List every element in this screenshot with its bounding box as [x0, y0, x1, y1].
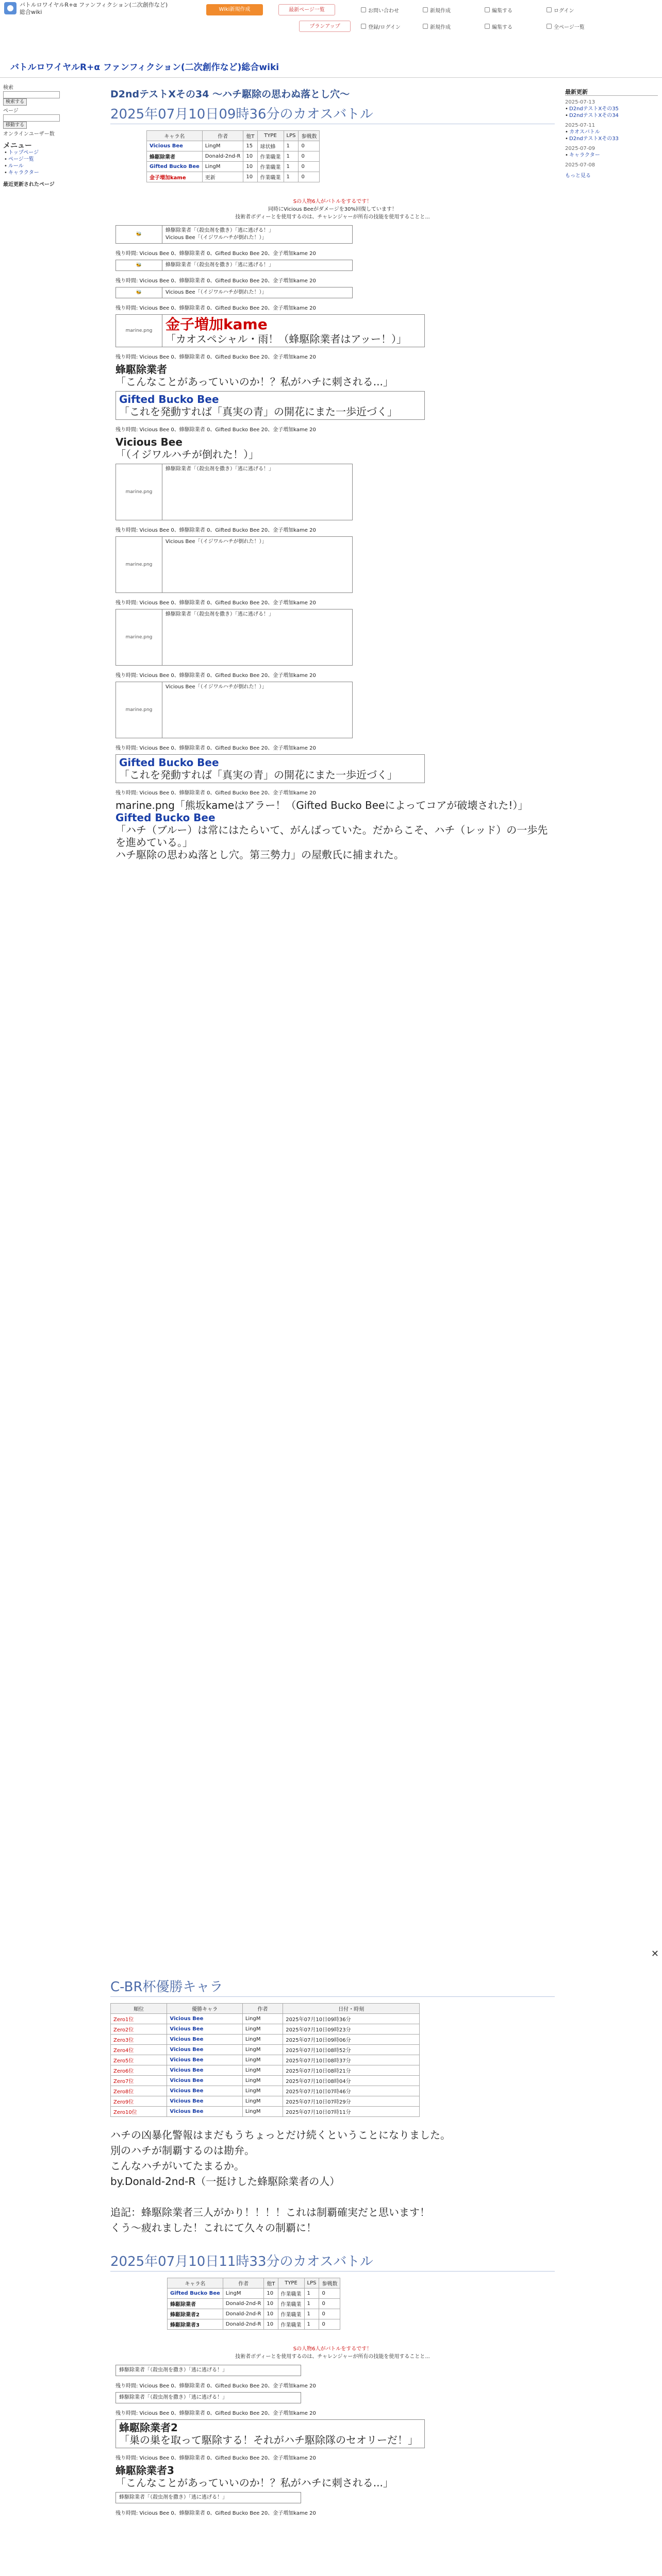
table-row: 蜂駆除業者 Donald-2nd-R 10 作業職業 1 0 — [168, 2299, 340, 2309]
event-box: 蜂駆除業者「（殺虫剤を撒き）「逃に逃げる！」 — [115, 2392, 301, 2403]
update-date: 2025-07-13 — [565, 99, 595, 105]
character-image: 🐝 — [116, 226, 162, 243]
event-box: marine.png 蜂駆除業者「（殺虫剤を撒き）「逃に逃げる！」 — [115, 464, 353, 520]
event-box — [115, 391, 425, 420]
page-jump-label: ページ — [3, 108, 19, 114]
table-row: Zero9位 Vicious Bee LingM 2025年07月10日07時29分 — [111, 2096, 420, 2107]
afterword-line: こんなハチがいてたまるか。 — [110, 2160, 244, 2172]
menu-list — [3, 149, 101, 176]
turn-status: 残り時間: Vicious Bee 0、蜂駆除業者 0、Gifted Bucko Bee 20、金子増加kame 20 — [115, 306, 316, 311]
table-row: Zero6位 Vicious Bee LingM 2025年07月10日08時21分 — [111, 2065, 420, 2076]
afterword-line: by.Donald-2nd-R（一挺けした蜂駆除業者の人） — [110, 2175, 340, 2188]
event-box — [115, 225, 353, 244]
more-updates-link[interactable]: もっと見る — [565, 173, 591, 179]
update-date: 2025-07-11 — [565, 123, 595, 128]
pencil-icon — [485, 7, 490, 12]
final-dialog: ハチ駆除の思わぬ落とし穴。第三勢力」の屋敷氏に捕まれた。 — [115, 849, 404, 861]
update-item: • カオスバトル — [565, 129, 658, 135]
turn-status: 残り時間: Vicious Bee 0、蜂駆除業者 0、Gifted Bucko Bee 20、金子増加kame 20 — [115, 528, 316, 533]
mail-icon — [361, 7, 366, 12]
event-box: marine.png Vicious Bee「（イジワルハチが倒れた！）」 — [115, 682, 353, 738]
intro-line: Sの人物6人がバトルをするです！ — [293, 2346, 372, 2352]
turn-status: 残り時間: Vicious Bee 0、蜂駆除業者 0、Gifted Bucko Bee 20、金子増加kame 20 — [115, 790, 316, 796]
recent-updates-title: 最新更新 — [565, 89, 658, 96]
character-image: marine.png — [116, 315, 162, 347]
character-image: 🐝 — [116, 260, 162, 270]
highlight-name: Gifted Bucko Bee — [119, 393, 219, 405]
highlight-dialog: 「こんなことがあっていいのか！？私がハチに刺される...」 — [115, 2477, 393, 2489]
menu-title: メニュー — [3, 142, 32, 150]
ranking-section — [110, 1973, 555, 2519]
highlight-dialog: 「巣の巣を取って駆除する！それがハチ駆除隊のセオリーだ！」 — [119, 2434, 418, 2446]
highlight-name: 蜂駆除業者3 — [115, 2464, 174, 2477]
event-box — [115, 260, 353, 271]
update-item: • D2ndテストXその33 — [565, 135, 658, 142]
event-box: 蜂駆除業者「（殺虫剤を撒き）「逃に逃げる！」 — [115, 2365, 301, 2376]
battle-heading: 2025年07月10日11時33分のカオスバトル — [110, 2251, 555, 2272]
winner-name: Gifted Bucko Bee — [115, 811, 216, 824]
update-item: • キャラクター — [565, 152, 658, 159]
highlight-dialog: 「カオスペシャル・雨！（蜂駆除業者はアッー！）」 — [166, 333, 407, 345]
battle-entry-table: キャラ名 作者 他T TYPE LPS 参戦数 Gifted Bucko Bee LingM 10 作業職業 1 0 蜂駆除業者 Donald-2nd-R 10 作業職業 1 0 蜂駆除業者2 Donald-2nd-R 10 作業職業 1 0 蜂駆除業者3 Donald-2nd-R 10 作業職業 1 0 — [167, 2278, 340, 2330]
intro-line: 技術者ボディーとを使用するのは、チャレンジャーが所有の技能を使用することと... — [235, 2354, 430, 2360]
plus-icon — [423, 24, 428, 29]
login-link[interactable]: ログイン — [547, 2, 574, 18]
table-row: Zero3位 Vicious Bee LingM 2025年07月10日09時06分 — [111, 2035, 420, 2045]
update-item: • D2ndテストXその35 — [565, 106, 658, 112]
search-label: 検索 — [3, 85, 13, 91]
table-row: Zero1位 Vicious Bee LingM 2025年07月10日09時36分 — [111, 2014, 420, 2024]
user-icon — [361, 24, 366, 29]
close-icon[interactable]: ✕ — [651, 1948, 659, 1959]
highlight-dialog: 「これを発動すれば「真実の青」の開花にまた一歩近づく」 — [119, 769, 398, 781]
all-pages-link[interactable]: 全ページ一覧 — [547, 19, 585, 34]
title-divider — [0, 77, 662, 78]
turn-status: 残り時間: Vicious Bee 0、蜂駆除業者 0、Gifted Bucko Bee 20、金子増加kame 20 — [115, 2455, 316, 2461]
intro-line: 同時にVicious Beeがダメージを30%回復しています！ — [268, 207, 397, 212]
battle-entry-table: キャラ名 作者 他T TYPE LPS 参戦数 Vicious Bee LingM 15 球状蜂 1 0 蜂駆除業者 Donald-2nd-R 10 作業職業 1 0 Gifted Bucko Bee LingM 10 作業職業 1 0 金子増加kame 更新 10 作業職業 1 0 — [146, 130, 320, 182]
final-dialog: 「ハチ（ブルー）は常にはたらいて、がんばっていた。だからこそ、ハチ（レッド）の一歩先を進めている。」 — [115, 824, 548, 849]
character-image: marine.png — [116, 682, 162, 738]
right-sidebar — [565, 89, 658, 179]
page-title: D2ndテストXその34 ～ハチ駆除の思わぬ落とし穴～ — [110, 89, 350, 100]
turn-status: 残り時間: Vicious Bee 0、蜂駆除業者 0、Gifted Bucko Bee 20、金子増加kame 20 — [115, 600, 316, 606]
search-input[interactable] — [3, 91, 60, 98]
update-date: 2025-07-08 — [565, 162, 595, 168]
turn-status: 残り時間: Vicious Bee 0、蜂駆除業者 0、Gifted Bucko Bee 20、金子増加kame 20 — [115, 2383, 316, 2389]
table-row: 蜂駆除業者 Donald-2nd-R 10 作業職業 1 0 — [147, 151, 320, 162]
highlight-name: 金子増加kame — [166, 316, 268, 333]
dialog-line: 蜂駆除業者「（殺虫剤を撒き）「逃に逃げる！」 — [166, 262, 274, 268]
table-row: Zero10位 Vicious Bee LingM 2025年07月10日07時11分 — [111, 2107, 420, 2117]
character-image: 🐝 — [116, 287, 162, 298]
dialog-line: Vicious Bee「（イジワルハチが倒れた！）」 — [166, 235, 267, 241]
highlight-dialog: 「これを発動すれば「真実の青」の開花にまた一歩近づく」 — [119, 405, 398, 418]
list-icon — [547, 24, 552, 29]
plan-up-button[interactable]: プランアップ — [299, 21, 351, 32]
highlight-name: Vicious Bee — [115, 436, 183, 448]
table-row: Zero4位 Vicious Bee LingM 2025年07月10日08時52分 — [111, 2045, 420, 2055]
event-box: marine.png Vicious Bee「（イジワルハチが倒れた！）」 — [115, 536, 353, 593]
table-row: Zero5位 Vicious Bee LingM 2025年07月10日08時37分 — [111, 2055, 420, 2065]
event-box: 蜂駆除業者「（殺虫剤を撒き）「逃に逃げる！」 — [115, 2492, 301, 2503]
menu-item: • キャラクター — [3, 170, 101, 176]
recent-pages-title: 最近更新されたページ — [3, 182, 55, 188]
table-row: Zero2位 Vicious Bee LingM 2025年07月10日09時23分 — [111, 2024, 420, 2035]
highlight-name: Gifted Bucko Bee — [119, 756, 219, 769]
online-users: オンラインユーザー数 — [3, 131, 55, 137]
table-row: 蜂駆除業者3 Donald-2nd-R 10 作業職業 1 0 — [168, 2319, 340, 2330]
plus-icon — [423, 7, 428, 12]
final-dialog: marine.png「熊坂kameはアラー！（Gifted Bucko Beeによってコアが破壊された!）」 — [115, 799, 528, 811]
turn-status: 残り時間: Vicious Bee 0、蜂駆除業者 0、Gifted Bucko Bee 20、金子増加kame 20 — [115, 354, 316, 360]
table-row: Gifted Bucko Bee LingM 10 作業職業 1 0 — [147, 162, 320, 172]
table-row: Zero8位 Vicious Bee LingM 2025年07月10日07時46分 — [111, 2086, 420, 2096]
user-icon — [547, 7, 552, 12]
update-item: • D2ndテストXその34 — [565, 112, 658, 119]
event-box — [115, 754, 425, 783]
afterword-line: ハチの凶暴化警報はまだもうちょっとだけ続くということになりました。 — [110, 2129, 451, 2141]
ad-overlay-bar — [110, 1947, 662, 1960]
header-site-title[interactable]: バトルロワイヤルR+α ファンフィクション(二次創作など)総合wiki — [20, 2, 168, 15]
highlight-name: 蜂駆除業者 — [115, 363, 167, 376]
afterword-line: くう～疲れました！これにて久々の制覇に！ — [110, 2222, 317, 2234]
highlight-dialog: 「（イジワルハチが倒れた！）」 — [115, 448, 259, 461]
character-image: marine.png — [116, 464, 162, 520]
turn-status: 残り時間: Vicious Bee 0、蜂駆除業者 0、Gifted Bucko Bee 20、金子増加kame 20 — [115, 2511, 316, 2516]
event-box — [115, 314, 425, 347]
dialog-line: Vicious Bee「（イジワルハチが倒れた！）」 — [166, 290, 267, 295]
table-row: 金子増加kame 更新 10 作業職業 1 0 — [147, 172, 320, 182]
battle-heading: 2025年07月10日09時36分のカオスバトル — [110, 104, 555, 124]
menu-item: • ルール — [3, 163, 101, 170]
table-row: 蜂駆除業者2 Donald-2nd-R 10 作業職業 1 0 — [168, 2309, 340, 2319]
wiki-create-button[interactable]: Wiki新規作成 — [206, 4, 263, 15]
page-jump-input[interactable] — [3, 114, 60, 122]
register-link[interactable]: 登録/ログイン — [361, 19, 401, 34]
menu-item: • ページ一覧 — [3, 156, 101, 163]
character-image: marine.png — [116, 537, 162, 592]
event-box — [115, 287, 353, 298]
search-button[interactable]: 検索する — [3, 98, 27, 106]
intro-line: 技術者ボディーとを使用するのは、チャレンジャーが所有の技能を使用することと... — [235, 214, 430, 220]
highlight-dialog: 「こんなことがあっていいのか！？私がハチに刺される...」 — [115, 376, 393, 388]
pencil-icon — [485, 24, 490, 29]
site-logo-icon[interactable] — [4, 2, 16, 14]
turn-status: 残り時間: Vicious Bee 0、蜂駆除業者 0、Gifted Bucko Bee 20、金子増加kame 20 — [115, 2411, 316, 2416]
ranking-heading: C-BR杯優勝キャラ — [110, 1976, 555, 1997]
afterword-line: 別のハチが制覇するのは勘弁。 — [110, 2144, 255, 2157]
turn-status: 残り時間: Vicious Bee 0、蜂駆除業者 0、Gifted Bucko Bee 20、金子増加kame 20 — [115, 673, 316, 679]
wiki-title[interactable]: バトルロワイヤルR+α ファンフィクション(二次創作など)総合wiki — [10, 62, 279, 73]
update-date: 2025-07-09 — [565, 146, 595, 151]
turn-status: 残り時間: Vicious Bee 0、蜂駆除業者 0、Gifted Bucko Bee 20、金子増加kame 20 — [115, 745, 316, 751]
turn-status: 残り時間: Vicious Bee 0、蜂駆除業者 0、Gifted Bucko Bee 20、金子増加kame 20 — [115, 278, 316, 284]
left-sidebar — [3, 82, 101, 188]
new-page-link[interactable]: 新規作成 — [423, 2, 451, 18]
latest-pages-button[interactable]: 最新ページ一覧 — [278, 4, 335, 15]
ranking-table: 順位 優勝キャラ 作者 日付・時刻 Zero1位 Vicious Bee LingM 2025年07月10日09時36分 Zero2位 Vicious Bee LingM 2025年07月10日09時23分 Zero3位 Vicious Bee LingM 2025年07月10日09時06分 Zero4位 Vicious Bee LingM 2025年07月10日08時52分 Zero5位 Vicious Bee LingM 2025年07月10日08時37分 Zero6位 Vicious Bee LingM 2025年07月10日08時21分 Zero7位 Vicious Bee LingM 2025年07月10日08時04分 Zero8位 Vicious Bee LingM 2025年07月10日07時46分 Zero9位 Vicious Bee LingM 2025年07月10日07時29分 Zero10位 Vicious Bee LingM 2025年07月10日07時11分 — [110, 2003, 420, 2117]
table-row: Gifted Bucko Bee LingM 10 作業職業 1 0 — [168, 2289, 340, 2299]
turn-status: 残り時間: Vicious Bee 0、蜂駆除業者 0、Gifted Bucko Bee 20、金子増加kame 20 — [115, 427, 316, 433]
top-header — [0, 0, 662, 36]
edit-link[interactable]: 編集する — [485, 2, 512, 18]
turn-status: 残り時間: Vicious Bee 0、蜂駆除業者 0、Gifted Bucko Bee 20、金子増加kame 20 — [115, 251, 316, 257]
table-row: Vicious Bee LingM 15 球状蜂 1 0 — [147, 141, 320, 151]
table-row: Zero7位 Vicious Bee LingM 2025年07月10日08時04分 — [111, 2076, 420, 2086]
intro-line: Sの人物6人がバトルをするです！ — [293, 199, 372, 205]
page-jump-button[interactable]: 移動する — [3, 122, 27, 129]
character-image: marine.png — [116, 609, 162, 665]
highlight-name: 蜂駆除業者2 — [119, 2421, 178, 2434]
menu-item: • トップページ — [3, 149, 101, 156]
event-box — [115, 2419, 425, 2448]
contact-link[interactable]: お問い合わせ — [361, 2, 399, 18]
afterword-line: 追記：蜂駆除業者三人がかり！！！！これは制覇確実だと思います！ — [110, 2206, 430, 2218]
new-page-link-2[interactable]: 新規作成 — [423, 19, 451, 34]
dialog-line: 蜂駆除業者「（殺虫剤を撒き）「逃に逃げる！」 — [166, 228, 274, 233]
event-box: marine.png 蜂駆除業者「（殺虫剤を撒き）「逃に逃げる！」 — [115, 609, 353, 666]
main-content — [110, 87, 555, 864]
edit-link-2[interactable]: 編集する — [485, 19, 512, 34]
